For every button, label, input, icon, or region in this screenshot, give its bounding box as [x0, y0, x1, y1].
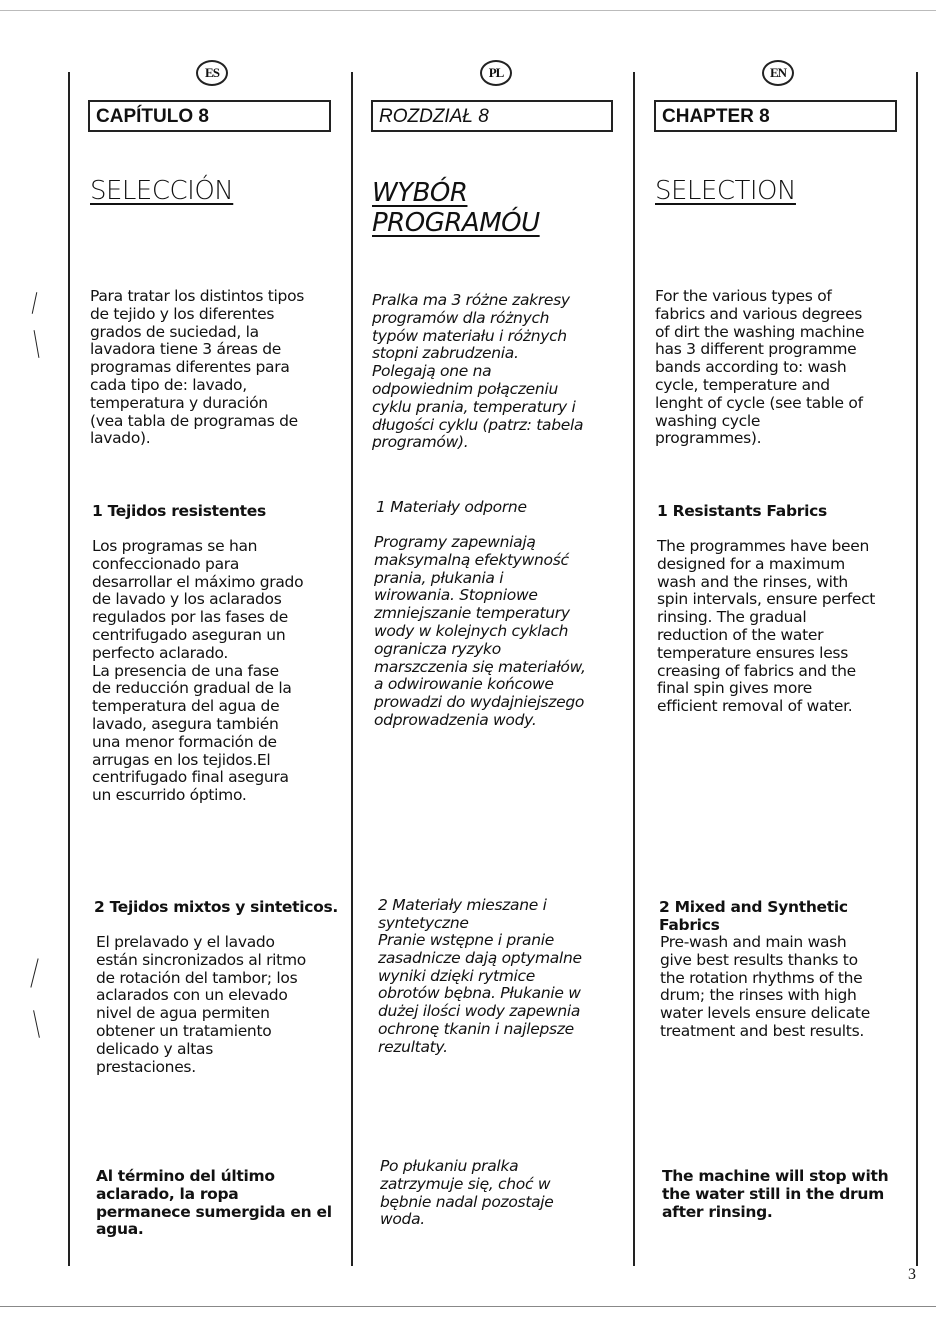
pl-page-title-line1: WYBÓR — [372, 178, 468, 208]
es-chapter-heading: CAPÍTULO 8 — [88, 100, 331, 132]
en-section2-body: Pre-wash and main wash give best results thanks to the rotation rhythms of the drum; the rinses with high water levels ensure delicate treatment and best results. — [660, 933, 870, 1040]
en-chapter-heading: CHAPTER 8 — [654, 100, 897, 132]
margin-mark — [33, 1010, 40, 1038]
es-column-rule — [351, 72, 353, 1266]
en-section1-body: The programmes have been designed for a maximum wash and the rinses, with spin intervals, ensure perfect rinsing. The gradual reduction of the water temperature ensures less creasing of fabrics and the final spin gives more efficient removal of water. — [657, 537, 876, 716]
es-page-title: SELECCIÓN — [90, 176, 234, 206]
margin-mark — [32, 292, 38, 314]
pl-section2-body: Pranie wstępne i pranie zasadnicze dają optymalne wyniki dzięki rytmice obrotów bębna. Płukanie w dużej ilości wody zapewnia ochronę tkanin i najlepsze rezultaty. — [378, 931, 582, 1056]
pl-intro-text: Pralka ma 3 różne zakresy programów dla różnych typów materiału i różnych stopni zabrudzenia. Polegają one na odpowiednim połączeniu cyklu prania, temperatury i długości cyklu (patrz: tabela programów). — [372, 291, 584, 452]
en-final-note: The machine will stop with the water still in the drum after rinsing. — [662, 1167, 889, 1221]
pl-chapter-heading: ROZDZIAŁ 8 — [371, 100, 613, 132]
right-page-rule — [916, 72, 918, 1266]
pl-section2-heading: 2 Materiały mieszane i syntetyczne — [378, 896, 547, 932]
es-language-badge: ES — [196, 60, 228, 86]
left-page-rule — [68, 72, 70, 1266]
es-final-note: Al término del último aclarado, la ropa permanece sumergida en el agua. — [96, 1167, 332, 1239]
pl-final-note: Po płukaniu pralka zatrzymuje się, choć w bębnie nadal pozostaje woda. — [380, 1157, 554, 1229]
es-section2-heading: 2 Tejidos mixtos y sinteticos. — [94, 898, 339, 916]
margin-mark — [30, 958, 38, 987]
pl-column-rule — [633, 72, 635, 1266]
page-number: 3 — [908, 1266, 916, 1283]
en-page-title: SELECTION — [655, 176, 796, 206]
es-section1-heading: 1 Tejidos resistentes — [92, 502, 266, 520]
es-section1-body: Los programas se han confeccionado para desarrollar el máximo grado de lavado y los aclarados regulados por las fases de centrifugado aseguran un perfecto aclarado. La presencia de una fase de reducción gradual de la temperatura del agua de lavado, asegura también una menor formación de arrugas en los tejidos.El centrifugado final asegura un escurrido óptimo. — [92, 537, 304, 805]
en-section1-heading: 1 Resistants Fabrics — [657, 502, 827, 520]
pl-language-badge: PL — [480, 60, 512, 86]
es-intro-text: Para tratar los distintos tipos de tejido y los diferentes grados de suciedad, la lavadora tiene 3 áreas de programas diferentes para cada tipo de: lavado, temperatura y duración (vea tabla de programas de lavado). — [90, 287, 305, 448]
top-scan-line — [0, 10, 936, 11]
en-language-badge: EN — [762, 60, 794, 86]
en-intro-text: For the various types of fabrics and various degrees of dirt the washing machine has 3 different programme bands according to: wash cycle, temperature and lenght of cycle (see table of washing cycle programmes). — [655, 287, 865, 448]
en-section2-heading: 2 Mixed and Synthetic Fabrics — [659, 898, 848, 934]
margin-mark — [34, 330, 40, 358]
es-section2-body: El prelavado y el lavado están sincronizados al ritmo de rotación del tambor; los aclarados con un elevado nivel de agua permiten obtener un tratamiento delicado y altas prestaciones. — [96, 933, 306, 1076]
pl-section1-heading: 1 Materiały odporne — [376, 498, 527, 516]
bottom-scan-line — [0, 1306, 936, 1307]
pl-page-title-line2: PROGRAMÓU — [372, 208, 540, 238]
pl-section1-body: Programy zapewniają maksymalną efektywność prania, płukania i wirowania. Stopniowe zmniejszanie temperatury wody w kolejnych cyklach ogranicza ryzyko marszczenia się materiałów, a odwirowanie końcowe prowadzi do wydajniejszego odprowadzenia wody. — [374, 533, 586, 729]
